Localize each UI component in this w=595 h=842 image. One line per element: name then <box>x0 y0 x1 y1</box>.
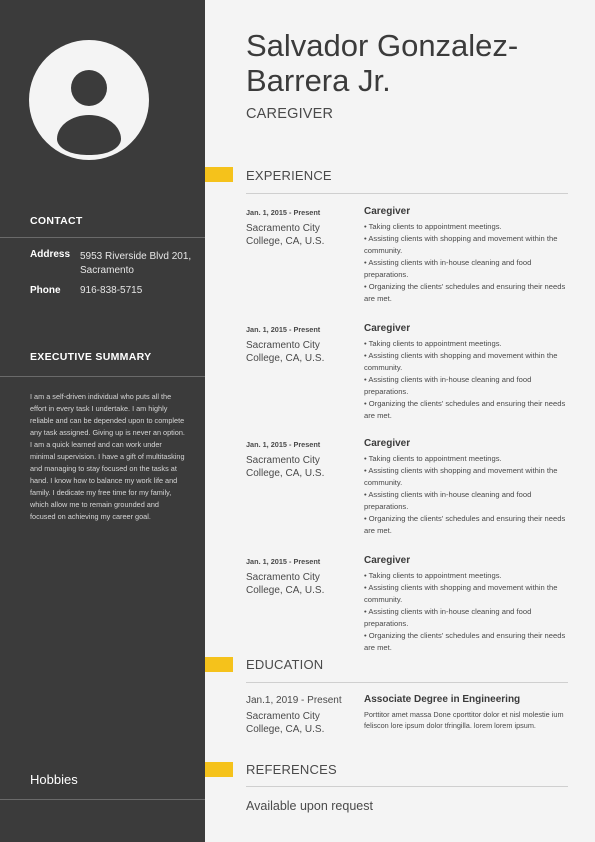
education-heading: EDUCATION <box>246 657 324 672</box>
experience-accent-bar <box>205 167 233 182</box>
job-title: Caregiver <box>364 555 411 566</box>
job-location: Sacramento City College, CA, U.S. <box>246 223 325 247</box>
summary-text: I am a self-driven individual who puts all the effort in every task I undertake. I am highly reliable and can be depended upon to complete any task assigned. Giving up is never an option. I am a quick learned and can work under minimal supervision. I have a gift of multitasking and managing to stay focused on the tasks at hand. I know how to balance my work life and family. I dedicate my free time for my family, which allow me to remain grounded and focused on achieving my career goal. <box>30 392 185 521</box>
duty-item: • Taking clients to appointment meetings. <box>364 571 502 580</box>
education-degree: Associate Degree in Engineering <box>364 694 521 705</box>
references-text: Available upon request <box>246 799 373 813</box>
education-divider <box>246 682 568 683</box>
contact-divider <box>0 237 205 238</box>
duty-item: • Assisting clients with in-house cleaning and food preparations. <box>364 375 532 396</box>
education-location: Sacramento City College, CA, U.S. <box>246 711 325 735</box>
duty-item: • Assisting clients with in-house cleaning and food preparations. <box>364 607 532 628</box>
duty-item: • Organizing the clients' schedules and ensuring their needs are met. <box>364 631 566 652</box>
experience-divider <box>246 193 568 194</box>
job-date: Jan. 1, 2015 - Present <box>246 208 321 217</box>
education-accent-bar <box>205 657 233 672</box>
candidate-role: CAREGIVER <box>246 106 334 122</box>
duty-item: • Organizing the clients' schedules and ensuring their needs are met. <box>364 399 566 420</box>
duty-item: • Organizing the clients' schedules and ensuring their needs are met. <box>364 514 566 535</box>
job-duties <box>364 570 574 654</box>
references-divider <box>246 786 568 787</box>
job-date: Jan. 1, 2015 - Present <box>246 325 321 334</box>
candidate-name: Salvador Gonzalez-Barrera Jr. <box>246 28 519 98</box>
experience-heading: EXPERIENCE <box>246 168 332 183</box>
duty-item: • Taking clients to appointment meetings. <box>364 339 502 348</box>
sidebar <box>0 0 205 842</box>
job-date: Jan. 1, 2015 - Present <box>246 557 321 566</box>
job-title: Caregiver <box>364 206 411 217</box>
job-date: Jan. 1, 2015 - Present <box>246 440 321 449</box>
avatar-body <box>57 115 121 155</box>
job-location: Sacramento City College, CA, U.S. <box>246 455 325 479</box>
education-date: Jan.1, 2019 - Present <box>246 695 342 706</box>
summary-heading: EXECUTIVE SUMMARY <box>30 351 152 363</box>
duty-item: • Assisting clients with shopping and movement within the community. <box>364 583 558 604</box>
duty-item: • Taking clients to appointment meetings. <box>364 454 502 463</box>
contact-heading: CONTACT <box>30 215 83 227</box>
duty-item: • Assisting clients with shopping and movement within the community. <box>364 234 558 255</box>
references-heading: REFERENCES <box>246 762 337 777</box>
duty-item: • Assisting clients with in-house cleaning and food preparations. <box>364 490 532 511</box>
duty-item: • Assisting clients with shopping and movement within the community. <box>364 351 558 372</box>
phone-value: 916-838-5715 <box>80 285 143 296</box>
hobbies-heading: Hobbies <box>30 772 78 787</box>
summary-divider <box>0 376 205 377</box>
job-duties <box>364 221 574 305</box>
job-location: Sacramento City College, CA, U.S. <box>246 340 325 364</box>
address-value: 5953 Riverside Blvd 201, Sacramento <box>80 251 192 276</box>
job-location: Sacramento City College, CA, U.S. <box>246 572 325 596</box>
user-avatar-icon <box>29 40 149 160</box>
duty-item: • Taking clients to appointment meetings. <box>364 222 502 231</box>
duty-item: • Assisting clients with shopping and movement within the community. <box>364 466 558 487</box>
phone-label: Phone <box>30 285 61 296</box>
duty-item: • Assisting clients with in-house cleaning and food preparations. <box>364 258 532 279</box>
hobbies-divider <box>0 799 205 800</box>
job-duties <box>364 453 574 537</box>
address-label: Address <box>30 249 71 260</box>
education-description: Porttitor amet massa Done cporttitor dolor et nisl molestie ium feliscon lore ipsum dolor tfringilla. lorem lorem ipsum. <box>364 710 564 730</box>
job-title: Caregiver <box>364 438 411 449</box>
job-duties <box>364 338 574 422</box>
duty-item: • Organizing the clients' schedules and ensuring their needs are met. <box>364 282 566 303</box>
job-title: Caregiver <box>364 323 411 334</box>
avatar-head <box>71 70 107 106</box>
references-accent-bar <box>205 762 233 777</box>
